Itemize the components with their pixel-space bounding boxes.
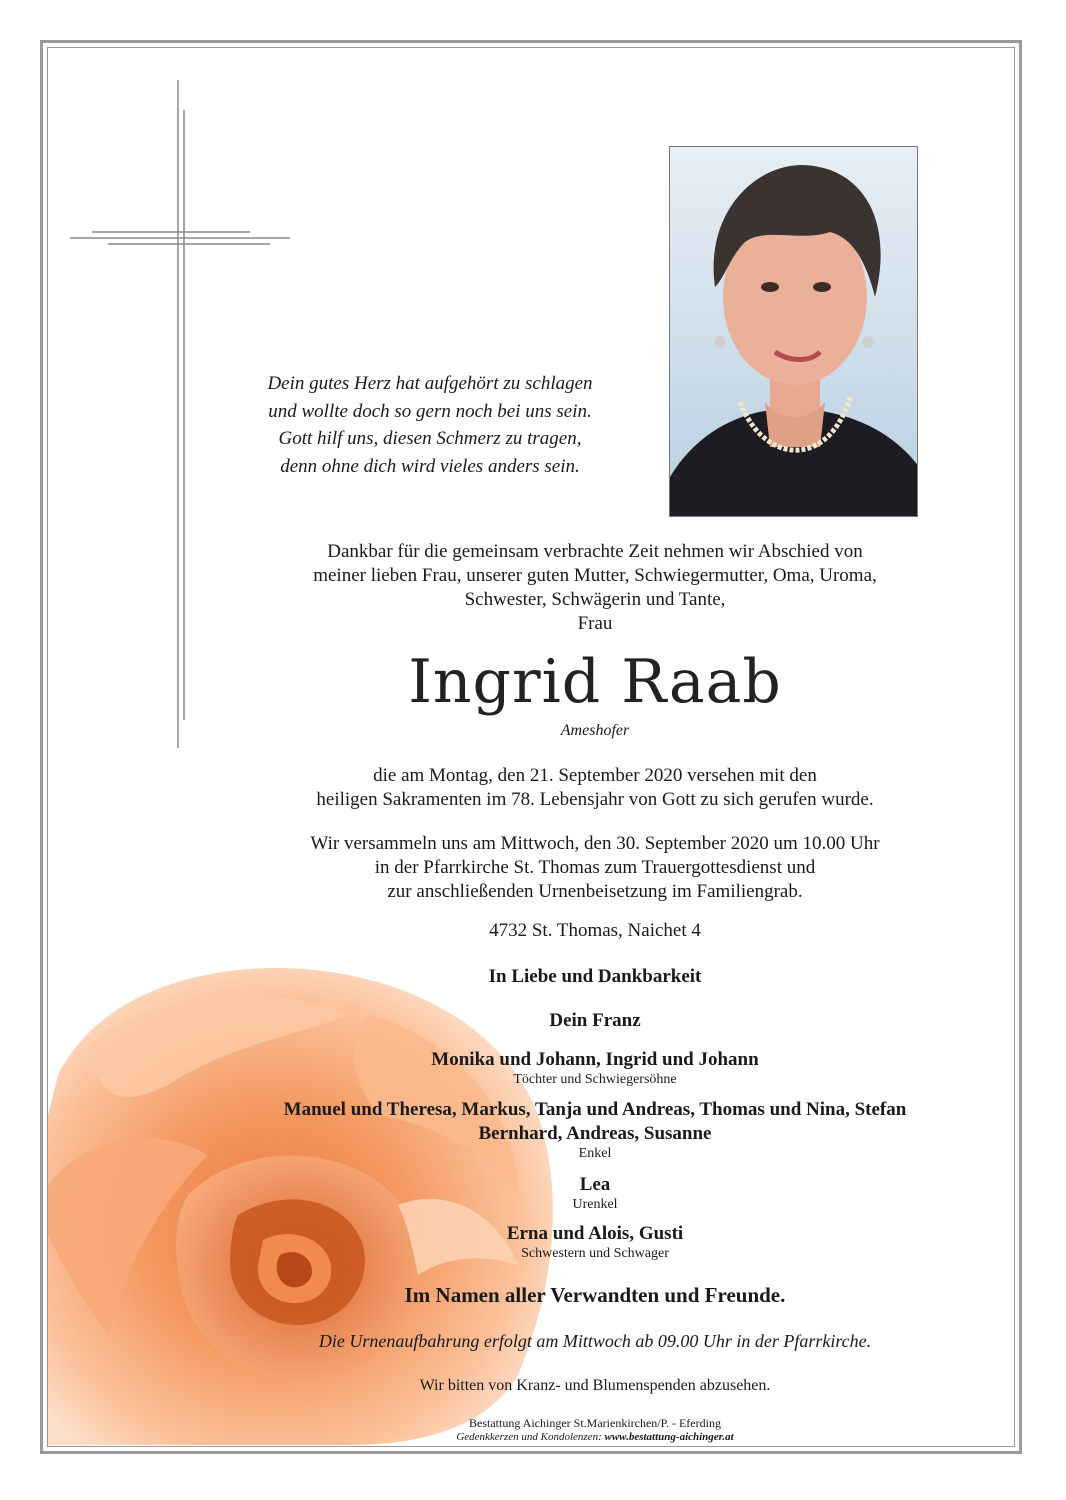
death-notice — [250, 764, 940, 812]
intro-line: meiner lieben Frau, unserer guten Mutter, Schwiegermutter, Oma, Uroma, — [313, 565, 877, 586]
intro-text — [250, 540, 940, 636]
address: 4732 St. Thomas, Naichet 4 — [489, 920, 701, 941]
maiden-name: Ameshofer — [560, 722, 630, 739]
family-names: Bernhard, Andreas, Susanne — [478, 1123, 712, 1144]
family-relation: Urenkel — [572, 1197, 618, 1212]
family-names: Lea — [579, 1174, 611, 1195]
death-notice-line: heiligen Sakramenten im 78. Lebensjahr von Gott zu sich gerufen wurde. — [316, 789, 874, 810]
family-group-siblings — [250, 1222, 940, 1262]
family-relation: Töchter und Schwiegersöhne — [513, 1072, 677, 1087]
family-relation: Schwestern und Schwager — [521, 1246, 669, 1261]
all-relatives: Im Namen aller Verwandten und Freunde. — [404, 1283, 786, 1307]
portrait-photo — [669, 146, 918, 517]
urn-note: Die Urnenaufbahrung erfolgt am Mittwoch ab 09.00 Uhr in der Pfarrkirche. — [318, 1331, 872, 1351]
undertaker-name: Bestattung Aichinger St.Marienkirchen/P. - Eferding — [469, 1416, 721, 1430]
verse-line: und wollte doch so gern noch bei uns sein. — [268, 400, 592, 422]
deceased-name: Ingrid Raab — [408, 647, 782, 717]
funeral-line: in der Pfarrkirche St. Thomas zum Trauergottesdienst und — [374, 857, 816, 878]
undertaker-contact — [250, 1430, 940, 1444]
verse-line: Gott hilf uns, diesen Schmerz zu tragen, — [278, 428, 582, 449]
family-group-daughters — [250, 1048, 940, 1088]
intro-line: Schwester, Schwägerin und Tante, — [464, 589, 726, 610]
undertaker-website-link[interactable]: www.bestattung-aichinger.at — [604, 1431, 734, 1443]
verse-line: denn ohne dich wird vieles anders sein. — [280, 455, 580, 477]
closing-love: In Liebe und Dankbarkeit — [488, 966, 702, 987]
family-names: Manuel und Theresa, Markus, Tanja und Andreas, Thomas und Nina, Stefan — [283, 1099, 907, 1120]
death-notice-line: die am Montag, den 21. September 2020 versehen mit den — [373, 765, 817, 786]
undertaker-contact-label: Gedenkkerzen und Kondolenzen: — [456, 1431, 602, 1443]
family-names: Erna und Alois, Gusti — [506, 1223, 684, 1244]
intro-line: Frau — [577, 613, 613, 634]
family-group-great-grandchildren — [250, 1173, 940, 1213]
intro-line: Dankbar für die gemeinsam verbrachte Zeit nehmen wir Abschied von — [327, 541, 863, 562]
husband: Dein Franz — [549, 1010, 641, 1031]
memorial-verse — [230, 370, 630, 480]
family-names: Monika und Johann, Ingrid und Johann — [431, 1049, 759, 1070]
family-group-grandchildren — [250, 1098, 940, 1162]
funeral-info — [250, 832, 940, 904]
funeral-line: Wir versammeln uns am Mittwoch, den 30. September 2020 um 10.00 Uhr — [310, 833, 880, 854]
verse-line: Dein gutes Herz hat aufgehört zu schlagen — [267, 373, 593, 394]
family-relation: Enkel — [578, 1146, 612, 1161]
funeral-line: zur anschließenden Urnenbeisetzung im Familiengrab. — [387, 881, 803, 902]
flowers-note: Wir bitten von Kranz- und Blumenspenden abzusehen. — [419, 1377, 771, 1394]
undertaker-info — [250, 1416, 940, 1444]
